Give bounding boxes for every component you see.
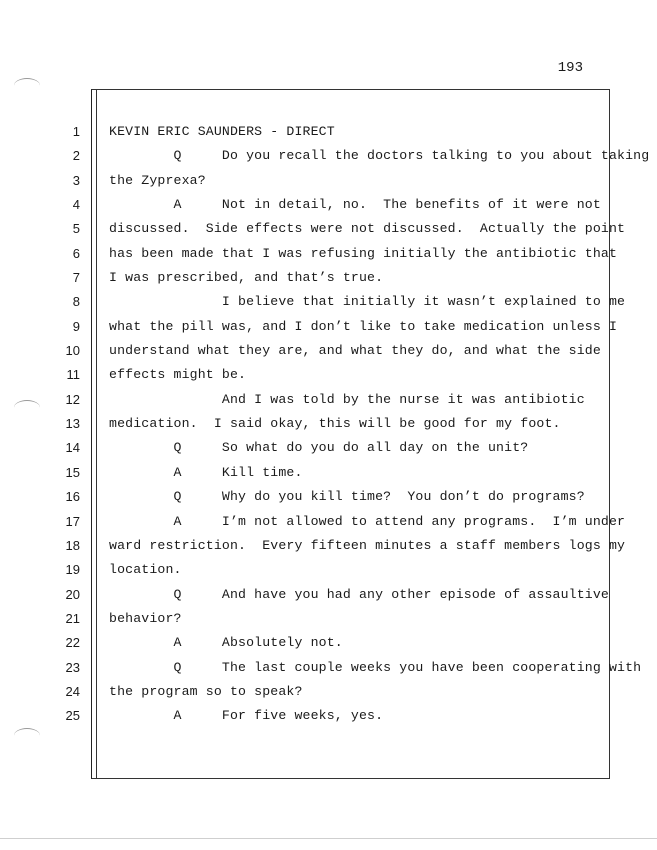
line-number: 25 bbox=[65, 708, 80, 724]
line-number: 16 bbox=[65, 489, 80, 505]
line-number: 14 bbox=[65, 440, 80, 456]
line-number: 4 bbox=[72, 197, 80, 213]
punch-hole-top bbox=[14, 78, 40, 93]
line-number: 13 bbox=[65, 416, 80, 432]
transcript-line: Q And have you had any other episode of assaultive bbox=[109, 586, 609, 602]
transcript-line: Q Do you recall the doctors talking to you about taking bbox=[109, 148, 650, 164]
line-number: 2 bbox=[72, 148, 80, 164]
line-number: 8 bbox=[72, 294, 80, 310]
punch-hole-bottom bbox=[14, 728, 40, 743]
line-number: 24 bbox=[65, 683, 80, 699]
transcript-text bbox=[109, 120, 650, 729]
transcript-line: what the pill was, and I don’t like to take medication unless I bbox=[109, 318, 618, 334]
line-number: 11 bbox=[66, 367, 80, 383]
transcript-line: I was prescribed, and that’s true. bbox=[109, 270, 384, 286]
margin-rule bbox=[96, 89, 97, 779]
transcript-line: location. bbox=[109, 562, 182, 578]
line-number-column bbox=[48, 120, 80, 729]
line-number: 9 bbox=[72, 318, 80, 334]
line-number: 3 bbox=[72, 172, 80, 188]
transcript-line: Q So what do you do all day on the unit? bbox=[109, 440, 529, 456]
line-number: 1 bbox=[72, 124, 80, 139]
line-number: 20 bbox=[65, 586, 80, 602]
transcript-line: A Not in detail, no. The benefits of it were not bbox=[109, 197, 601, 213]
transcript-line: medication. I said okay, this will be good for my foot. bbox=[109, 416, 561, 432]
transcript-line: discussed. Side effects were not discussed. Actually the point bbox=[109, 221, 626, 237]
line-number: 23 bbox=[65, 659, 80, 675]
line-number: 6 bbox=[72, 245, 80, 261]
transcript-line: And I was told by the nurse it was antibiotic bbox=[109, 391, 585, 407]
page-bottom-edge bbox=[0, 838, 657, 839]
transcript-line: ward restriction. Every fifteen minutes a staff members logs my bbox=[109, 537, 626, 553]
transcript-line: behavior? bbox=[109, 610, 182, 626]
transcript-line: A For five weeks, yes. bbox=[109, 708, 384, 724]
line-number: 19 bbox=[65, 562, 80, 578]
transcript-line: KEVIN ERIC SAUNDERS - DIRECT bbox=[109, 124, 335, 139]
line-number: 17 bbox=[65, 513, 80, 529]
transcript-line: A I’m not allowed to attend any programs. I’m under bbox=[109, 513, 626, 529]
line-number: 22 bbox=[65, 635, 80, 651]
punch-hole-middle bbox=[14, 400, 40, 415]
line-number: 18 bbox=[65, 537, 80, 553]
transcript-line: the Zyprexa? bbox=[109, 172, 206, 188]
page-number: 193 bbox=[557, 60, 583, 76]
transcript-line: I believe that initially it wasn’t explained to me bbox=[109, 294, 626, 310]
line-number: 10 bbox=[65, 343, 80, 359]
line-number: 15 bbox=[65, 464, 80, 480]
transcript-line: has been made that I was refusing initially the antibiotic that bbox=[109, 245, 618, 261]
transcript-line: effects might be. bbox=[109, 367, 247, 383]
transcript-line: Q The last couple weeks you have been cooperating with bbox=[109, 659, 642, 675]
transcript-line: the program so to speak? bbox=[109, 683, 303, 699]
transcript-line: A Kill time. bbox=[109, 464, 303, 480]
line-number: 12 bbox=[65, 391, 80, 407]
line-number: 5 bbox=[72, 221, 80, 237]
transcript-line: understand what they are, and what they do, and what the side bbox=[109, 343, 601, 359]
transcript-line: Q Why do you kill time? You don’t do programs? bbox=[109, 489, 585, 505]
transcript-line: A Absolutely not. bbox=[109, 635, 343, 651]
line-number: 7 bbox=[72, 270, 80, 286]
line-number: 21 bbox=[65, 610, 80, 626]
